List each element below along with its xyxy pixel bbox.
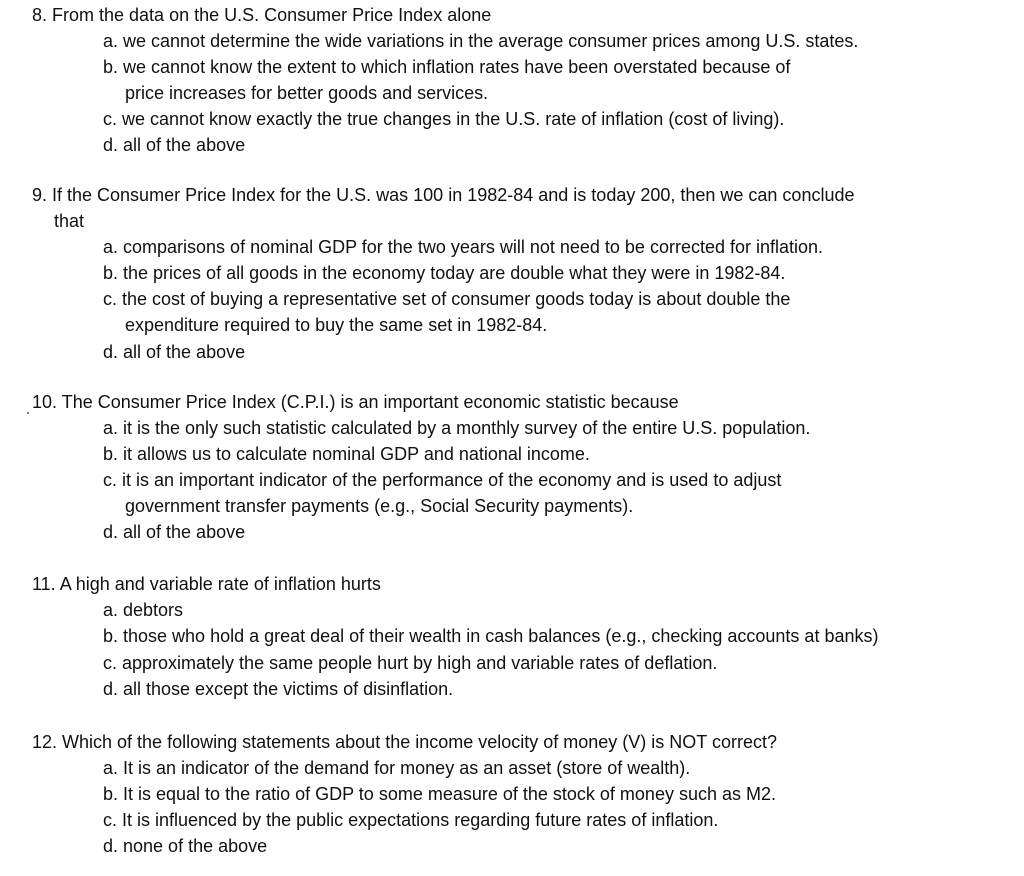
option-b-continued: price increases for better goods and services. [125, 83, 489, 103]
option-c: c. It is influenced by the public expectations regarding future rates of inflation. [103, 810, 719, 830]
option-a: a. comparisons of nominal GDP for the two years will not need to be corrected for inflation. [103, 237, 824, 257]
option-a: a. debtors [103, 600, 184, 620]
option-a: a. it is the only such statistic calculated by a monthly survey of the entire U.S. population. [103, 418, 811, 438]
option-d: d. all of the above [103, 135, 246, 155]
question-stem-continued: that [54, 211, 85, 231]
question-stem: 12. Which of the following statements about the income velocity of money (V) is NOT correct? [32, 732, 777, 752]
option-c: c. approximately the same people hurt by high and variable rates of deflation. [103, 653, 718, 673]
option-b: b. those who hold a great deal of their wealth in cash balances (e.g., checking accounts at banks) [103, 626, 879, 646]
option-c: c. we cannot know exactly the true changes in the U.S. rate of inflation (cost of living). [103, 109, 785, 129]
option-c: c. the cost of buying a representative set of consumer goods today is about double the [103, 289, 791, 309]
option-d: d. all of the above [103, 522, 246, 542]
option-d: d. all of the above [103, 342, 246, 362]
option-d: d. none of the above [103, 836, 268, 856]
question-stem: 8. From the data on the U.S. Consumer Price Index alone [32, 5, 492, 25]
stray-dot-mark [27, 412, 29, 414]
option-b: b. it allows us to calculate nominal GDP and national income. [103, 444, 590, 464]
question-stem: 9. If the Consumer Price Index for the U.S. was 100 in 1982-84 and is today 200, then we can conclude [32, 185, 855, 205]
option-c: c. it is an important indicator of the performance of the economy and is used to adjust [103, 470, 782, 490]
option-b: b. It is equal to the ratio of GDP to some measure of the stock of money such as M2. [103, 784, 776, 804]
question-stem: 10. The Consumer Price Index (C.P.I.) is an important economic statistic because [32, 392, 679, 412]
option-a: a. we cannot determine the wide variations in the average consumer prices among U.S. states. [103, 31, 859, 51]
option-d: d. all those except the victims of disinflation. [103, 679, 454, 699]
question-stem: 11. A high and variable rate of inflation hurts [32, 574, 381, 594]
option-a: a. It is an indicator of the demand for money as an asset (store of wealth). [103, 758, 691, 778]
option-c-continued: government transfer payments (e.g., Social Security payments). [125, 496, 634, 516]
option-b: b. we cannot know the extent to which inflation rates have been overstated because of [103, 57, 791, 77]
option-c-continued: expenditure required to buy the same set in 1982-84. [125, 315, 548, 335]
option-b: b. the prices of all goods in the economy today are double what they were in 1982-84. [103, 263, 786, 283]
